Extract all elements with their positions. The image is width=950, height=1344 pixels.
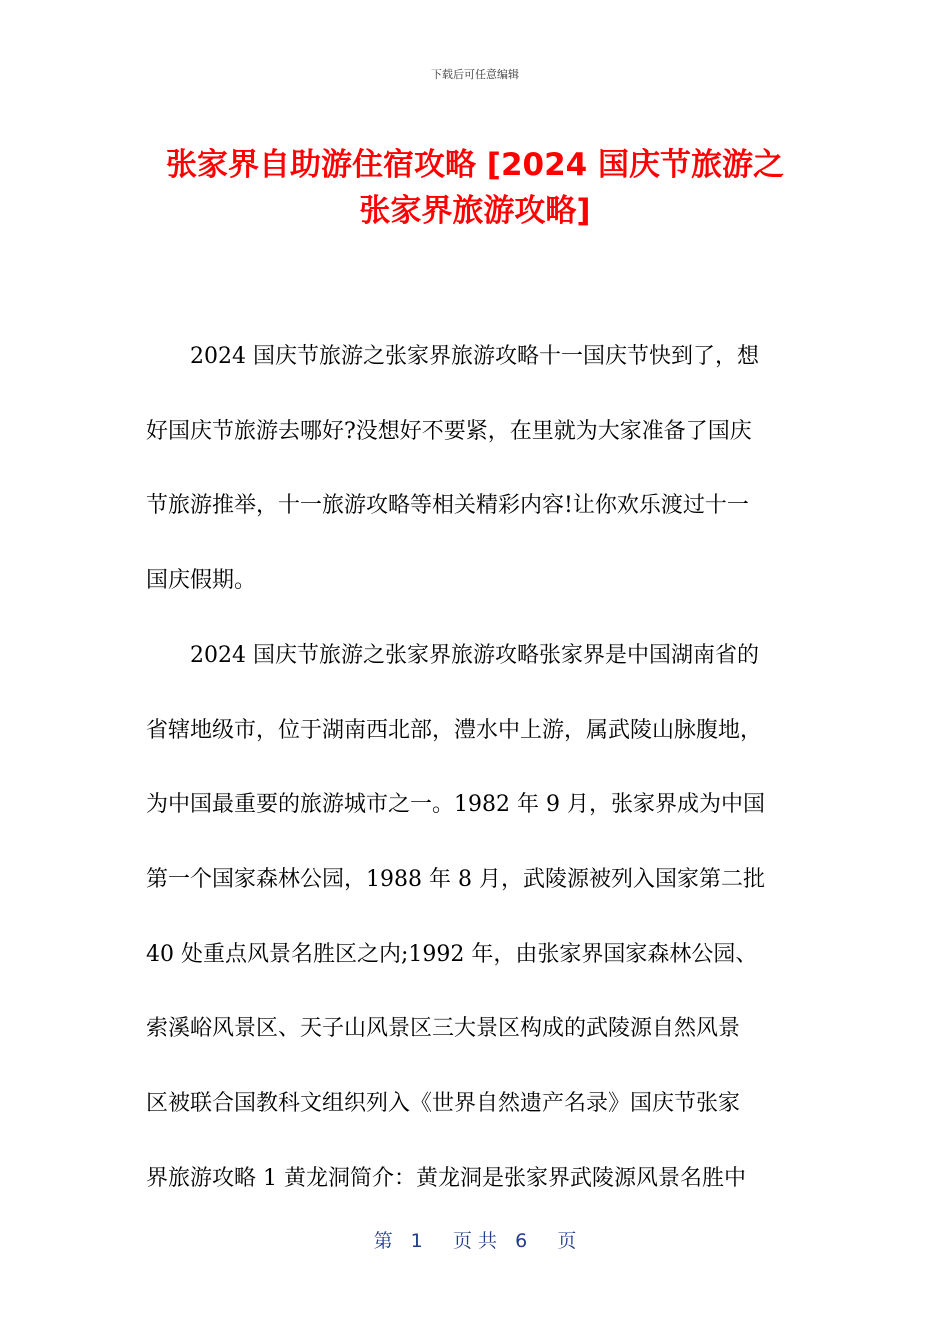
title-line-1: 张家界自助游住宿攻略 [2024 国庆节旅游之 — [165, 147, 785, 183]
paragraph-line: 为中国最重要的旅游城市之一。1982 年 9 月，张家界成为中国 — [146, 792, 765, 818]
document-title — [145, 142, 805, 234]
paragraph-1 — [146, 320, 806, 619]
paragraph-line: 40 处重点风景名胜区之内;1992 年，由张家界国家森林公园、 — [146, 941, 758, 967]
header-note: 下载后可任意编辑 — [431, 68, 519, 81]
title-line-2: 张家界旅游攻略] — [359, 193, 591, 229]
paragraph-line: 节旅游推举，十一旅游攻略等相关精彩内容!让你欢乐渡过十一 — [146, 493, 749, 519]
paragraph-2 — [146, 619, 806, 1217]
paragraph-line: 界旅游攻略 1 黄龙洞简介：黄龙洞是张家界武陵源风景名胜中 — [146, 1165, 746, 1191]
paragraph-line: 索溪峪风景区、天子山风景区三大景区构成的武陵源自然风景 — [146, 1016, 741, 1042]
paragraph-line: 好国庆节旅游去哪好?没想好不要紧，在里就为大家准备了国庆 — [146, 418, 752, 444]
paragraph-line: 2024 国庆节旅游之张家界旅游攻略张家界是中国湖南省的 — [190, 642, 759, 668]
paragraph-line: 2024 国庆节旅游之张家界旅游攻略十一国庆节快到了，想 — [190, 344, 759, 369]
paragraph-line: 第一个国家森林公园，1988 年 8 月，武陵源被列入国家第二批 — [146, 866, 765, 892]
page-number-footer: 第 1 页 共 6 页 — [373, 1230, 577, 1252]
paragraph-line: 区被联合国教科文组织列入《世界自然遗产名录》国庆节张家 — [146, 1091, 741, 1117]
document-body — [146, 320, 806, 1216]
paragraph-line: 国庆假期。 — [146, 568, 257, 594]
paragraph-line: 省辖地级市，位于湖南西北部，澧水中上游，属武陵山脉腹地， — [146, 717, 763, 743]
